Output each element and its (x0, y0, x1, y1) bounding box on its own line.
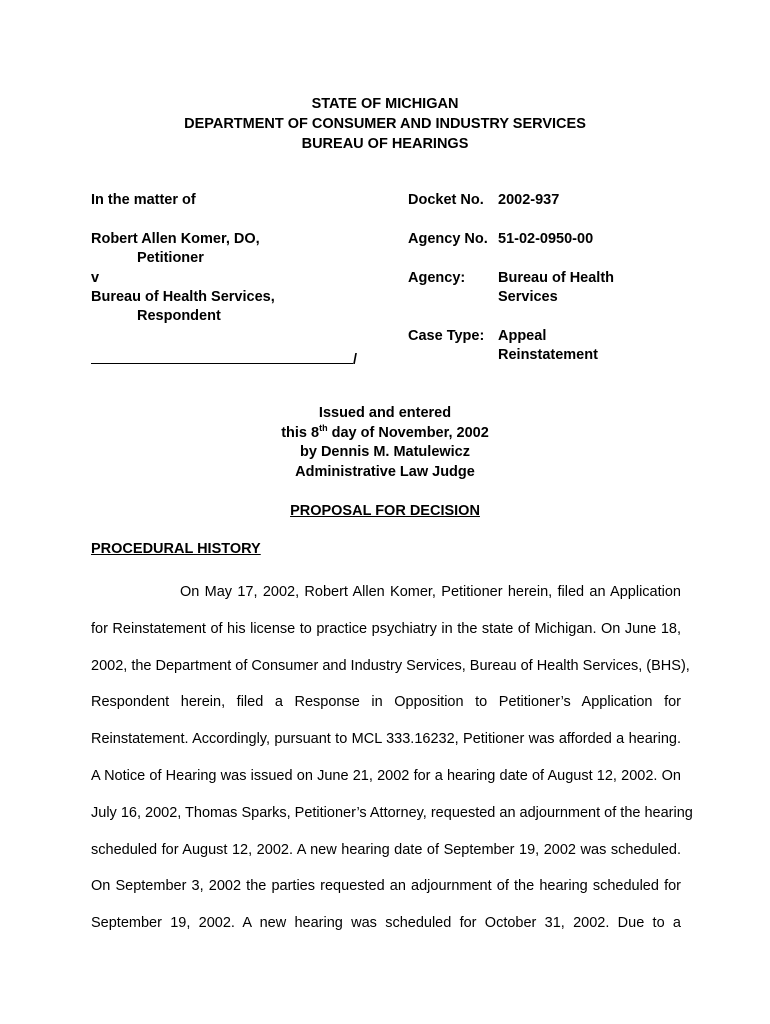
caption-signature-line (91, 349, 357, 370)
body-line: A Notice of Hearing was issued on June 21, 2002 for a hearing date of August 12, 2002. On (91, 767, 681, 784)
agency-value-line2: Services (498, 289, 558, 305)
document-title: PROPOSAL FOR DECISION (290, 503, 480, 519)
agency-no-value: 51-02-0950-00 (498, 231, 594, 247)
agency-label: Agency: (408, 270, 466, 286)
body-line: Respondent herein, filed a Response in Opposition to Petitioner’s Application for (91, 694, 681, 711)
body-line: scheduled for August 12, 2002. A new hearing date of September 19, 2002 was scheduled. (91, 841, 681, 858)
docket-label: Docket No. (408, 192, 484, 208)
issued-line2-post: day of November, 2002 (327, 425, 489, 441)
header-bureau: BUREAU OF HEARINGS (301, 136, 469, 152)
petitioner-role: Petitioner (137, 250, 204, 266)
body-paragraph (91, 574, 693, 942)
case-type-value-line1: Appeal (498, 328, 547, 344)
petitioner-name: Robert Allen Komer, DO, (91, 231, 260, 247)
issued-line4: Administrative Law Judge (295, 464, 475, 480)
case-type-value-line2: Reinstatement (498, 347, 598, 363)
issued-line1: Issued and entered (318, 405, 452, 421)
body-line: Reinstatement. Accordingly, pursuant to MCL 333.16232, Petitioner was afforded a hearing. (91, 731, 681, 748)
header-department: DEPARTMENT OF CONSUMER AND INDUSTRY SERVICES (184, 116, 586, 132)
body-line: September 19, 2002. A new hearing was scheduled for October 31, 2002. Due to a (91, 915, 681, 932)
agency-no-label: Agency No. (408, 231, 488, 247)
respondent-role: Respondent (137, 308, 221, 324)
issued-line2-pre: this 8 (281, 425, 320, 441)
section-heading: PROCEDURAL HISTORY (91, 541, 261, 557)
respondent-name: Bureau of Health Services, (91, 289, 275, 305)
agency-value-line1: Bureau of Health (498, 270, 615, 286)
versus-label: v (91, 270, 100, 286)
header-state: STATE OF MICHIGAN (311, 96, 459, 112)
issued-line2-sup: th (319, 423, 328, 434)
case-type-label: Case Type: (408, 328, 485, 344)
caption-rule (91, 349, 353, 364)
caption-slash: / (353, 352, 358, 368)
in-the-matter-label: In the matter of (91, 192, 196, 208)
body-line: On September 3, 2002 the parties requested an adjournment of the hearing scheduled for (91, 878, 681, 895)
docket-value: 2002-937 (498, 192, 560, 208)
body-line: July 16, 2002, Thomas Sparks, Petitioner’s Attorney, requested an adjournment of the hearing (91, 804, 693, 821)
issued-line3: by Dennis M. Matulewicz (300, 444, 470, 460)
body-line: 2002, the Department of Consumer and Industry Services, Bureau of Health Services, (BHS), (91, 657, 690, 674)
body-line: On May 17, 2002, Robert Allen Komer, Petitioner herein, filed an Application (180, 584, 681, 600)
body-line: for Reinstatement of his license to practice psychiatry in the state of Michigan. On June 18, (91, 620, 681, 637)
issued-line2 (0, 424, 770, 444)
